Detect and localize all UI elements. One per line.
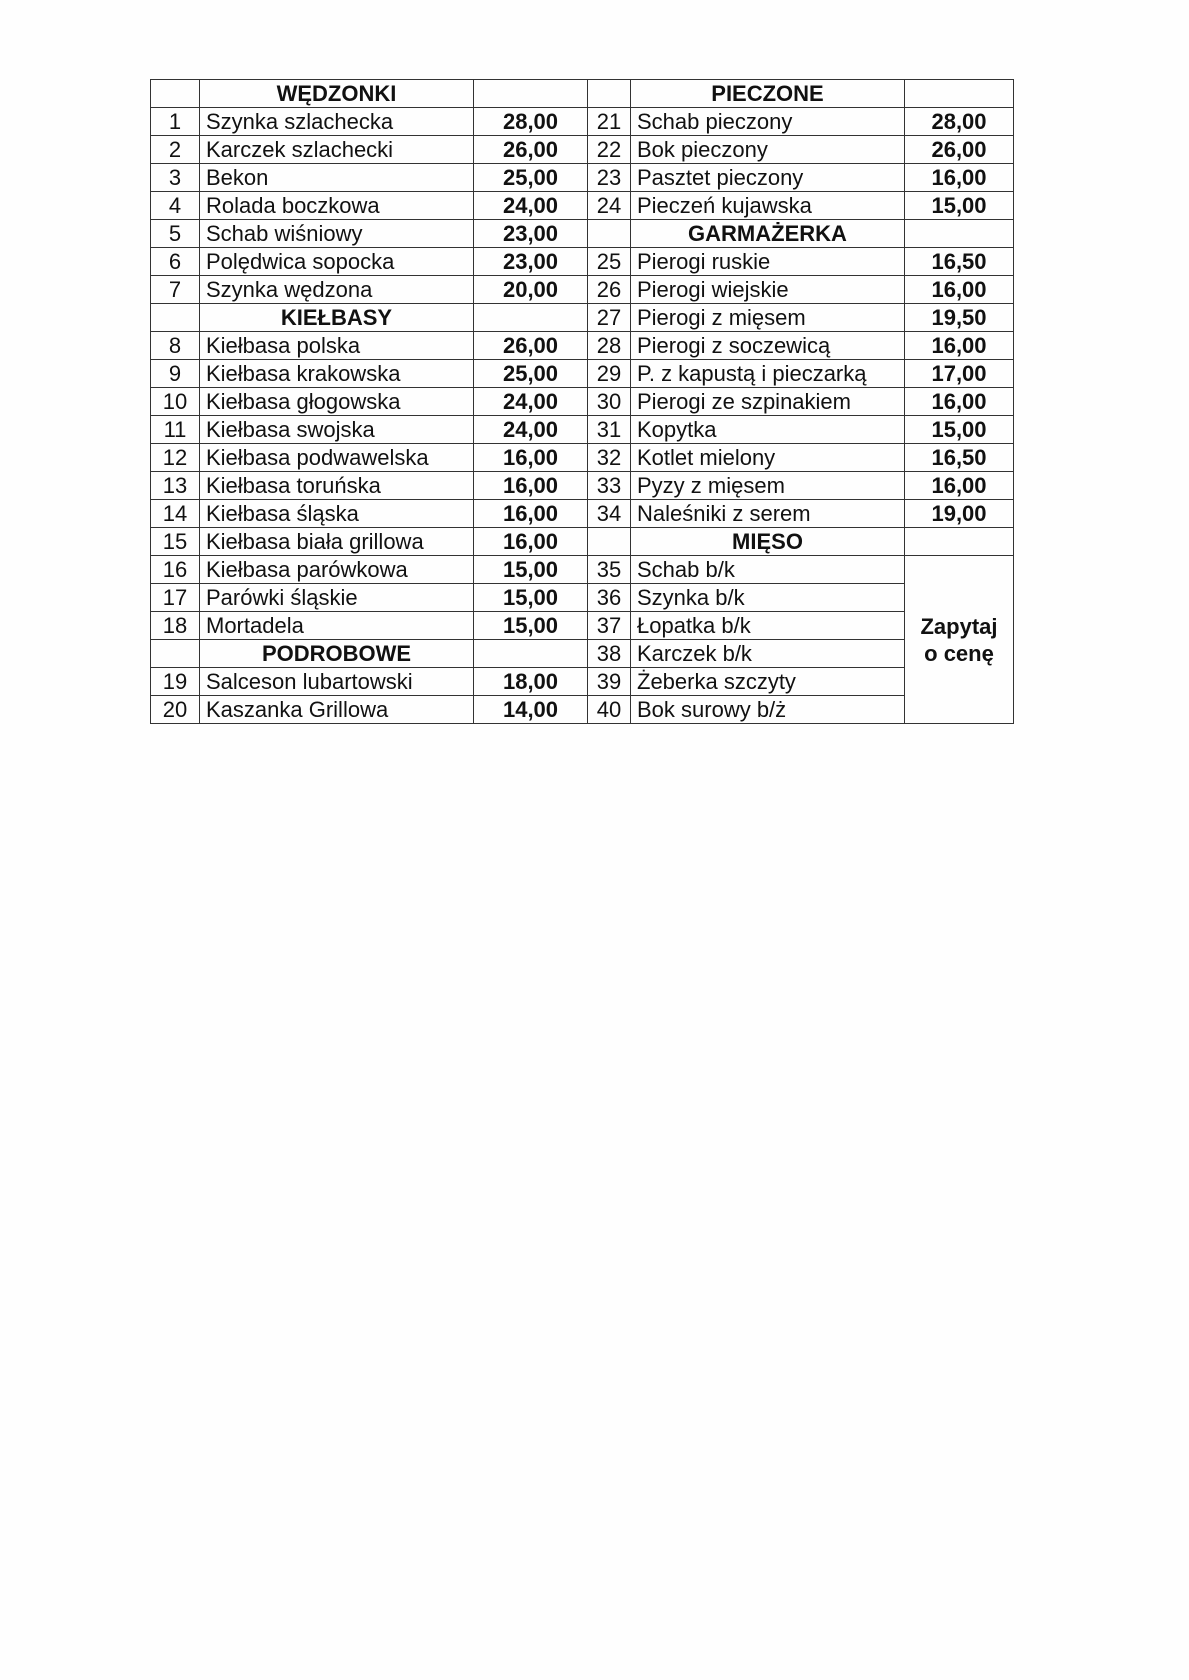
item-number: 26	[588, 276, 631, 304]
table-row	[151, 360, 1014, 388]
table-row	[151, 472, 1014, 500]
item-price: 16,00	[474, 472, 588, 500]
item-price: 19,50	[905, 304, 1014, 332]
empty-cell	[474, 80, 588, 108]
item-number: 24	[588, 192, 631, 220]
item-name: Żeberka szczyty	[631, 668, 905, 696]
price-list-table	[150, 79, 1014, 724]
table-row	[151, 164, 1014, 192]
item-number: 31	[588, 416, 631, 444]
item-number: 23	[588, 164, 631, 192]
table-row	[151, 584, 1014, 612]
table-row	[151, 556, 1014, 584]
item-price: 16,00	[474, 500, 588, 528]
item-number: 37	[588, 612, 631, 640]
table-row	[151, 220, 1014, 248]
empty-cell	[905, 80, 1014, 108]
item-price: 16,00	[905, 332, 1014, 360]
item-name: Pieczeń kujawska	[631, 192, 905, 220]
table-row	[151, 696, 1014, 724]
empty-cell	[151, 304, 200, 332]
item-name: Schab pieczony	[631, 108, 905, 136]
section-heading: PIECZONE	[631, 80, 905, 108]
table-row	[151, 108, 1014, 136]
item-price: 26,00	[474, 136, 588, 164]
item-number: 18	[151, 612, 200, 640]
item-price: 16,00	[905, 472, 1014, 500]
item-number: 11	[151, 416, 200, 444]
ask-price-line-2: o cenę	[924, 640, 994, 666]
section-heading: PODROBOWE	[200, 640, 474, 668]
item-price: 23,00	[474, 248, 588, 276]
item-price: 24,00	[474, 416, 588, 444]
item-name: Rolada boczkowa	[200, 192, 474, 220]
item-number: 5	[151, 220, 200, 248]
item-name: Bok pieczony	[631, 136, 905, 164]
item-number: 9	[151, 360, 200, 388]
item-name: Naleśniki z serem	[631, 500, 905, 528]
section-heading: WĘDZONKI	[200, 80, 474, 108]
item-number: 4	[151, 192, 200, 220]
empty-cell	[151, 640, 200, 668]
item-number: 19	[151, 668, 200, 696]
item-number: 16	[151, 556, 200, 584]
item-price: 16,00	[905, 276, 1014, 304]
ask-price-line-1: Zapytaj	[920, 613, 998, 639]
item-price: 28,00	[905, 108, 1014, 136]
item-name: Szynka b/k	[631, 584, 905, 612]
item-price: 23,00	[474, 220, 588, 248]
item-number: 8	[151, 332, 200, 360]
item-price: 24,00	[474, 192, 588, 220]
table-row	[151, 528, 1014, 556]
item-price: 15,00	[474, 612, 588, 640]
item-price: 15,00	[905, 192, 1014, 220]
item-number: 33	[588, 472, 631, 500]
item-price: 16,00	[905, 164, 1014, 192]
item-number: 25	[588, 248, 631, 276]
item-price: 17,00	[905, 360, 1014, 388]
item-number: 15	[151, 528, 200, 556]
item-price: 16,50	[905, 444, 1014, 472]
item-name: Kopytka	[631, 416, 905, 444]
item-price: 15,00	[905, 416, 1014, 444]
item-number: 17	[151, 584, 200, 612]
item-name: Polędwica sopocka	[200, 248, 474, 276]
item-price: 16,00	[474, 528, 588, 556]
item-price: 26,00	[905, 136, 1014, 164]
item-price: 20,00	[474, 276, 588, 304]
section-heading: GARMAŻERKA	[631, 220, 905, 248]
item-number: 12	[151, 444, 200, 472]
item-name: Pasztet pieczony	[631, 164, 905, 192]
item-number: 21	[588, 108, 631, 136]
item-number: 22	[588, 136, 631, 164]
table-row	[151, 192, 1014, 220]
table-row	[151, 304, 1014, 332]
item-number: 13	[151, 472, 200, 500]
item-price: 28,00	[474, 108, 588, 136]
item-name: Kotlet mielony	[631, 444, 905, 472]
section-heading: KIEŁBASY	[200, 304, 474, 332]
empty-cell	[474, 304, 588, 332]
item-price: 15,00	[474, 556, 588, 584]
item-number: 34	[588, 500, 631, 528]
item-name: Kiełbasa śląska	[200, 500, 474, 528]
item-number: 39	[588, 668, 631, 696]
table-row	[151, 668, 1014, 696]
item-number: 10	[151, 388, 200, 416]
item-name: Salceson lubartowski	[200, 668, 474, 696]
table-row	[151, 276, 1014, 304]
item-name: Schab wiśniowy	[200, 220, 474, 248]
item-name: Schab b/k	[631, 556, 905, 584]
item-name: Karczek szlachecki	[200, 136, 474, 164]
item-price: 16,00	[905, 388, 1014, 416]
item-number: 20	[151, 696, 200, 724]
empty-cell	[905, 528, 1014, 556]
item-number: 6	[151, 248, 200, 276]
table-row	[151, 640, 1014, 668]
ask-price-note	[905, 556, 1014, 724]
item-name: Pierogi ze szpinakiem	[631, 388, 905, 416]
table-row	[151, 444, 1014, 472]
item-price: 16,50	[905, 248, 1014, 276]
item-number: 7	[151, 276, 200, 304]
section-heading: MIĘSO	[631, 528, 905, 556]
item-number: 30	[588, 388, 631, 416]
table-row	[151, 416, 1014, 444]
empty-cell	[588, 80, 631, 108]
item-name: Karczek b/k	[631, 640, 905, 668]
item-name: Pierogi z soczewicą	[631, 332, 905, 360]
item-name: Łopatka b/k	[631, 612, 905, 640]
item-number: 40	[588, 696, 631, 724]
table-row	[151, 612, 1014, 640]
table-row	[151, 136, 1014, 164]
item-name: Bekon	[200, 164, 474, 192]
table-row	[151, 388, 1014, 416]
item-name: Bok surowy b/ż	[631, 696, 905, 724]
empty-cell	[151, 80, 200, 108]
item-name: Kiełbasa swojska	[200, 416, 474, 444]
item-price: 25,00	[474, 360, 588, 388]
item-name: Kiełbasa parówkowa	[200, 556, 474, 584]
item-name: Pierogi ruskie	[631, 248, 905, 276]
item-number: 38	[588, 640, 631, 668]
item-number: 2	[151, 136, 200, 164]
item-name: Kiełbasa biała grillowa	[200, 528, 474, 556]
item-price: 25,00	[474, 164, 588, 192]
item-price: 18,00	[474, 668, 588, 696]
item-name: Pyzy z mięsem	[631, 472, 905, 500]
item-price: 24,00	[474, 388, 588, 416]
item-name: Parówki śląskie	[200, 584, 474, 612]
table-row	[151, 80, 1014, 108]
item-price: 15,00	[474, 584, 588, 612]
item-number: 14	[151, 500, 200, 528]
item-number: 27	[588, 304, 631, 332]
item-number: 3	[151, 164, 200, 192]
empty-cell	[588, 220, 631, 248]
item-name: Kaszanka Grillowa	[200, 696, 474, 724]
table-row	[151, 248, 1014, 276]
empty-cell	[474, 640, 588, 668]
item-name: Szynka szlachecka	[200, 108, 474, 136]
item-price: 14,00	[474, 696, 588, 724]
item-name: Pierogi wiejskie	[631, 276, 905, 304]
item-name: Kiełbasa toruńska	[200, 472, 474, 500]
item-price: 19,00	[905, 500, 1014, 528]
item-name: Pierogi z mięsem	[631, 304, 905, 332]
item-number: 36	[588, 584, 631, 612]
item-name: P. z kapustą i pieczarką	[631, 360, 905, 388]
item-name: Kiełbasa krakowska	[200, 360, 474, 388]
item-number: 28	[588, 332, 631, 360]
item-name: Szynka wędzona	[200, 276, 474, 304]
item-price: 26,00	[474, 332, 588, 360]
item-price: 16,00	[474, 444, 588, 472]
item-name: Mortadela	[200, 612, 474, 640]
item-number: 1	[151, 108, 200, 136]
item-number: 35	[588, 556, 631, 584]
item-number: 32	[588, 444, 631, 472]
item-name: Kiełbasa głogowska	[200, 388, 474, 416]
item-number: 29	[588, 360, 631, 388]
item-name: Kiełbasa polska	[200, 332, 474, 360]
empty-cell	[905, 220, 1014, 248]
empty-cell	[588, 528, 631, 556]
table-row	[151, 500, 1014, 528]
item-name: Kiełbasa podwawelska	[200, 444, 474, 472]
table-row	[151, 332, 1014, 360]
